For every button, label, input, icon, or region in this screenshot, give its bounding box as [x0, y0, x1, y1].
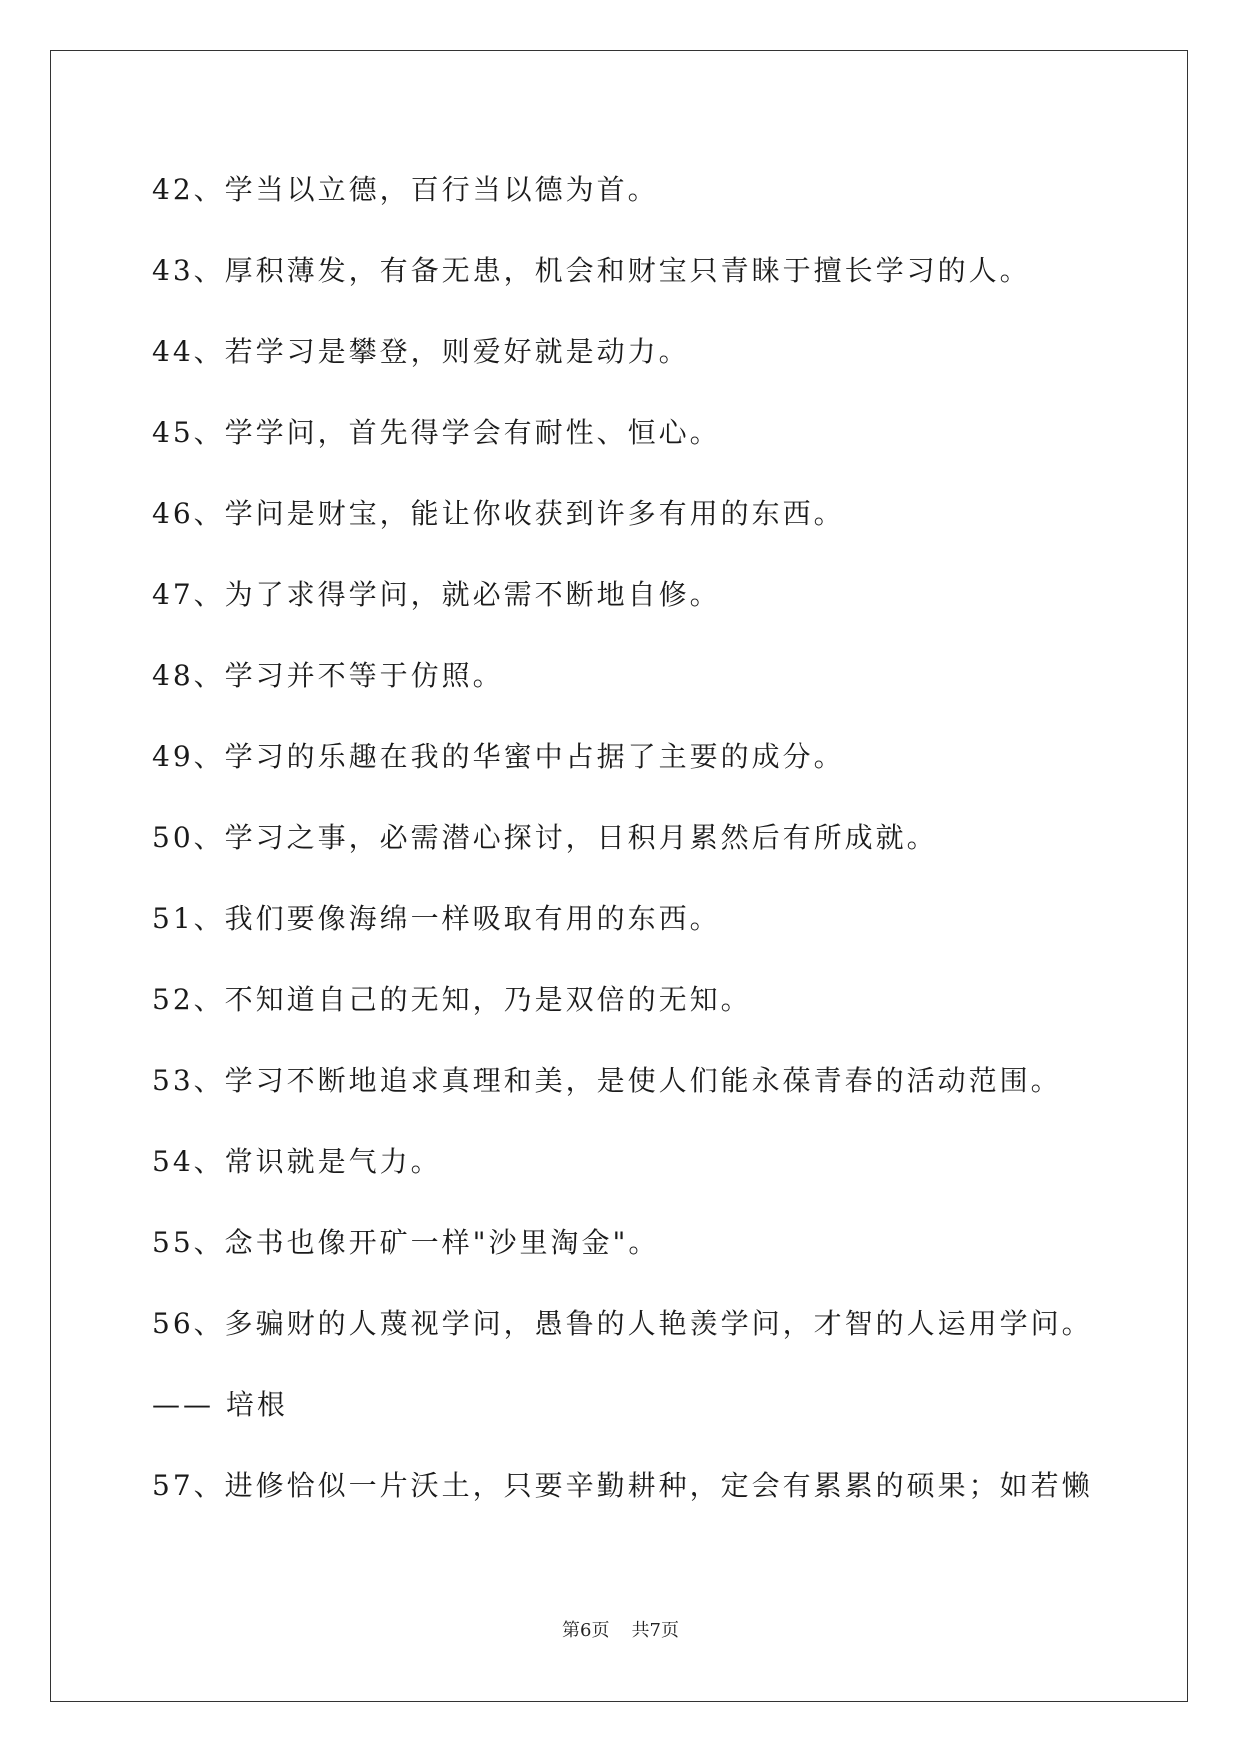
document-body — [152, 164, 1112, 1541]
page-footer — [0, 1616, 1241, 1642]
text-line: 44、若学习是攀登，则爱好就是动力。 — [152, 335, 690, 368]
text-line: 55、念书也像开矿一样"沙里淘金"。 — [152, 1226, 660, 1259]
text-line: 49、学习的乐趣在我的华蜜中占据了主要的成分。 — [152, 740, 845, 773]
text-line: 47、为了求得学问，就必需不断地自修。 — [152, 578, 721, 611]
text-line: 52、不知道自己的无知，乃是双倍的无知。 — [152, 983, 752, 1016]
text-line: 51、我们要像海绵一样吸取有用的东西。 — [152, 902, 721, 935]
text-line: 42、学当以立德，百行当以德为首。 — [152, 173, 659, 206]
text-line: 57、进修恰似一片沃土，只要辛勤耕种，定会有累累的硕果；如若懒 — [152, 1469, 1093, 1502]
attribution-line: —— 培根 — [152, 1388, 288, 1421]
total-pages-label: 共7页 — [631, 1620, 679, 1641]
text-line: 48、学习并不等于仿照。 — [152, 659, 504, 692]
text-line: 53、学习不断地追求真理和美，是使人们能永葆青春的活动范围。 — [152, 1064, 1062, 1097]
text-line: 50、学习之事，必需潜心探讨，日积月累然后有所成就。 — [152, 821, 938, 854]
text-line: 56、多骗财的人蔑视学问，愚鲁的人艳羡学问，才智的人运用学问。 — [152, 1307, 1093, 1340]
text-line: 54、常识就是气力。 — [152, 1145, 442, 1178]
text-line: 43、厚积薄发，有备无患，机会和财宝只青睐于擅长学习的人。 — [152, 254, 1031, 287]
current-page-label: 第6页 — [562, 1620, 610, 1641]
text-line: 45、学学问，首先得学会有耐性、恒心。 — [152, 416, 721, 449]
text-line: 46、学问是财宝，能让你收获到许多有用的东西。 — [152, 497, 845, 530]
